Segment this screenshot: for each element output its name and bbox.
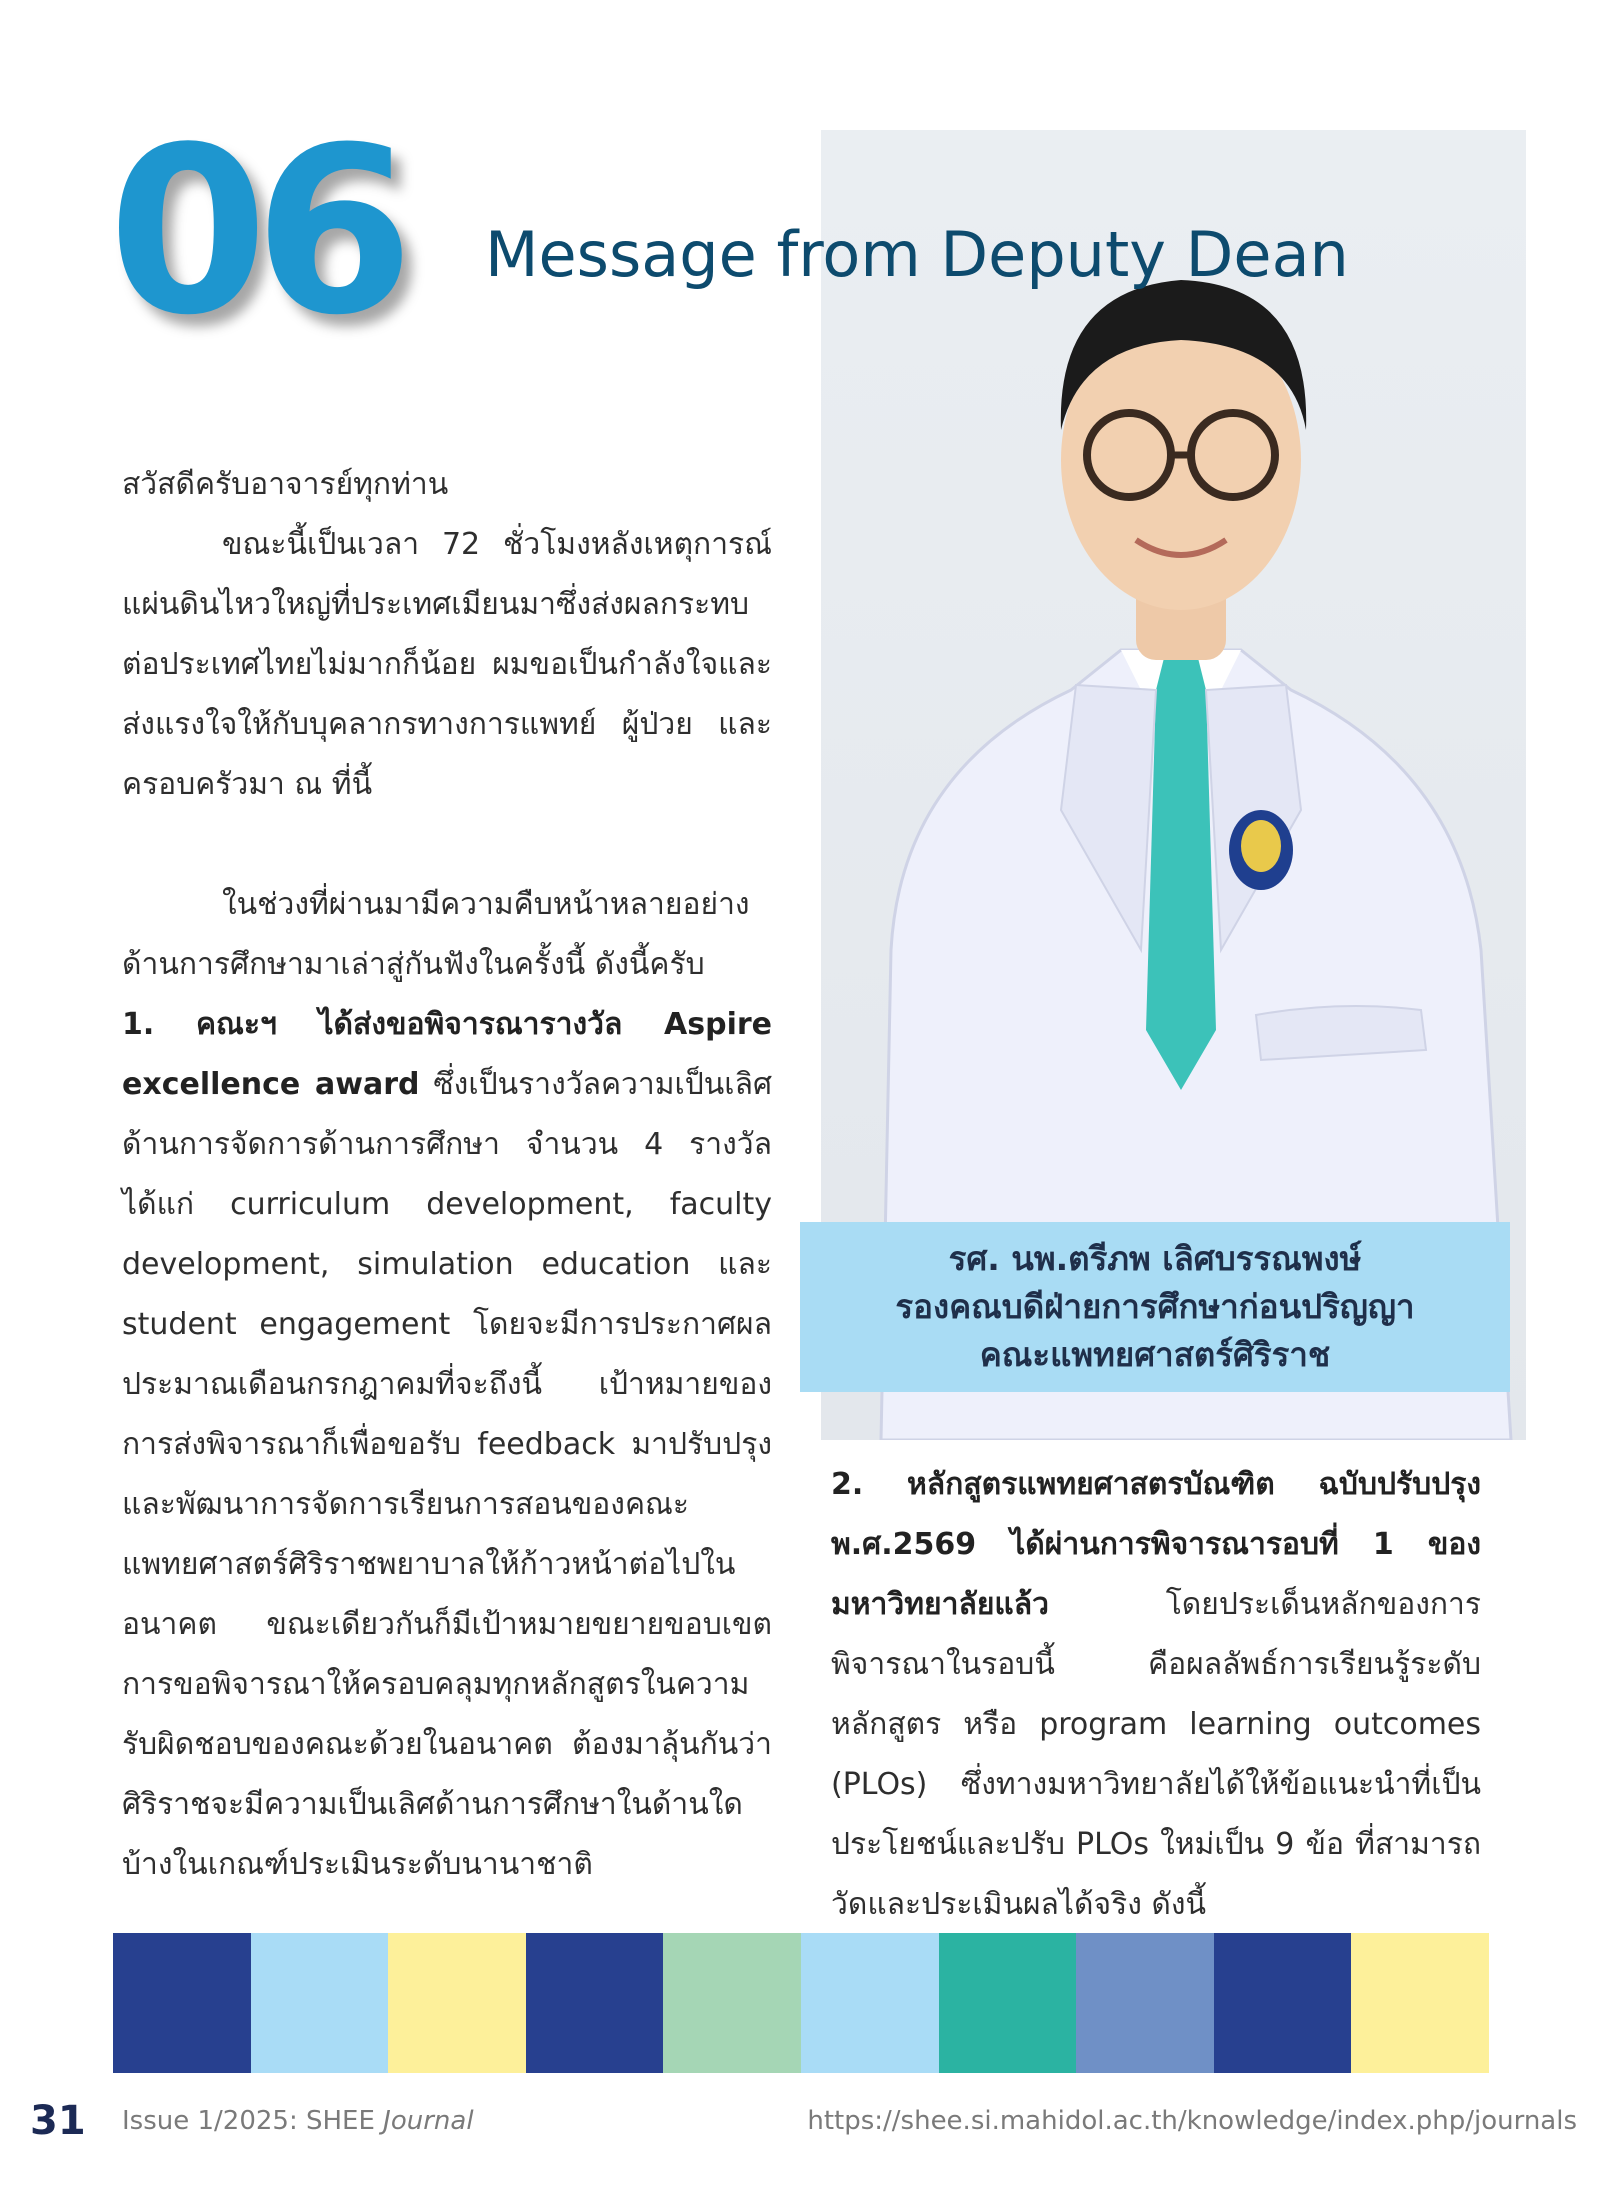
item-1-body: ซึ่งเป็นรางวัลความเป็นเลิศด้านการจัดการด้านการศึกษา จำนวน 4 รางวัล ได้แก่ curriculum development, faculty development, simulation education และ student engagement โดยจะมีการประกาศผลประมาณเดือนกรกฎาคมที่จะถึงนี้ เป้าหมายของการส่งพิจารณาก็เพื่อขอรับ feedback มาปรับปรุงและพัฒนาการจัดการเรียนการสอนของคณะแพทยศาสตร์ศิริราชพยาบาลให้ก้าวหน้าต่อไปในอนาคต ขณะเดียวกันก็มีเป้าหมายขยายขอบเขตการขอพิจารณาให้ครอบคลุมทุกหลักสูตรในความรับผิดชอบของคณะด้วยในอนาคต ต้องมาลุ้นกันว่าศิริราชจะมีความเป็นเลิศด้านการศึกษาในด้านใดบ้างในเกณฑ์ประเมินระดับนานาชาติ [122,1067,772,1882]
issue-text: Issue 1/2025: SHEE [122,2106,384,2136]
item-2-body: โดยประเด็นหลักของการพิจารณาในรอบนี้ คือผลลัพธ์การเรียนรู้ระดับหลักสูตร หรือ program learning outcomes (PLOs) ซึ่งทางมหาวิทยาลัยได้ให้ข้อแนะนำที่เป็นประโยชน์และปรับ PLOs ใหม่เป็น 9 ข้อ ที่สามารถวัดและประเมินผลได้จริง ดังนี้ [831,1587,1481,1922]
color-swatch [113,1933,251,2073]
page-title: Message from Deputy Dean [485,218,1349,291]
decorative-color-bar [113,1933,1489,2073]
caption-faculty: คณะแพทยศาสตร์ศิริราช [979,1335,1331,1374]
color-swatch [1351,1933,1489,2073]
color-swatch [663,1933,801,2073]
journal-word: Journal [383,2106,474,2136]
intro-paragraph: ขณะนี้เป็นเวลา 72 ชั่วโมงหลังเหตุการณ์แผ่นดินไหวใหญ่ที่ประเทศเมียนมาซึ่งส่งผลกระทบต่อประเทศไทยไม่มากก็น้อย ผมขอเป็นกำลังใจและส่งแรงใจให้กับบุคลากรทางการแพทย์ ผู้ป่วย และครอบครัวมา ณ ที่นี้ [122,527,772,802]
color-swatch [251,1933,389,2073]
caption-name: รศ. นพ.ตรีภพ เลิศบรรณพงษ์ [948,1239,1362,1278]
color-swatch [526,1933,664,2073]
item-2 [831,1455,1481,1935]
color-swatch [1214,1933,1352,2073]
paragraph-gap [122,815,772,875]
page-number: 31 [30,2098,86,2144]
photo-caption [800,1222,1510,1392]
color-swatch [1076,1933,1214,2073]
progress-paragraph: ในช่วงที่ผ่านมามีความคืบหน้าหลายอย่างด้านการศึกษามาเล่าสู่กันฟังในครั้งนี้ ดังนี้ครับ [122,887,750,982]
issue-label [122,2106,474,2136]
color-swatch [801,1933,939,2073]
item-1 [122,995,772,1895]
section-number: 06 [108,99,401,366]
caption-position: รองคณบดีฝ่ายการศึกษาก่อนปริญญา [895,1287,1415,1326]
item-2-heading: 2. หลักสูตรแพทยศาสตรบัณฑิต ฉบับปรับปรุง พ.ศ.2569 ได้ผ่านการพิจารณารอบที่ 1 ของมหาวิทยาลัยแล้ว [831,1467,1481,1622]
item-1-heading: 1. คณะฯ ได้ส่งขอพิจารณารางวัล Aspire excellence award [122,1007,772,1102]
journal-url[interactable]: https://shee.si.mahidol.ac.th/knowledge/index.php/journals [807,2106,1577,2136]
color-swatch [939,1933,1077,2073]
left-column [122,455,772,1895]
greeting: สวัสดีครับอาจารย์ทุกท่าน [122,467,449,502]
right-column [831,1455,1481,1935]
color-swatch [388,1933,526,2073]
